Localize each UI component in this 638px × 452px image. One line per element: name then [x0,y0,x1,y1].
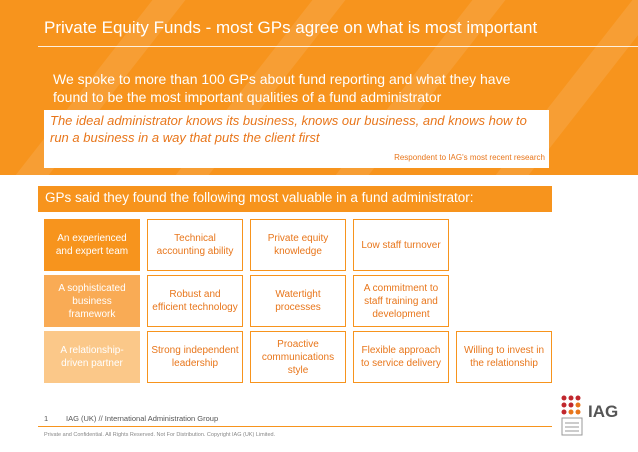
quality-box: Private equity knowledge [250,219,346,271]
quality-box: Willing to invest in the relationship [456,331,552,383]
quote-text: The ideal administrator knows its business, knows our business, and knows how to run a business in a way that puts the client first [50,113,527,145]
quote-source: Respondent to IAG's most recent research [394,153,545,162]
category-business-framework: A sophisticated business framework [44,275,140,327]
header-banner [0,0,638,175]
category-experienced-team: An experienced and expert team [44,219,140,271]
section-title: GPs said they found the following most valuable in a fund administrator: [45,190,474,205]
quality-box: Robust and efficient technology [147,275,243,327]
footer-divider [38,426,552,427]
page-title: Private Equity Funds - most GPs agree on what is most important [44,18,538,37]
quality-box: Flexible approach to service delivery [353,331,449,383]
quality-box: A commitment to staff training and development [353,275,449,327]
quality-box: Strong independent leadership [147,331,243,383]
page-number: 1 [44,414,49,423]
quality-box: Technical accounting ability [147,219,243,271]
legal-notice: Private and Confidential. All Rights Reserved. Not For Distribution. Copyright IAG (UK) Limited. [44,432,276,438]
logo-text: IAG [588,402,619,421]
title-divider [38,46,638,47]
quote-box [44,110,549,168]
logo-dots-icon [560,394,586,438]
category-relationship-partner: A relationship-driven partner [44,331,140,383]
section-header [38,186,552,212]
quality-box: Low staff turnover [353,219,449,271]
quality-box: Watertight processes [250,275,346,327]
footer-company: IAG (UK) // International Administration Group [66,414,219,423]
iag-logo [560,394,630,440]
intro-text: We spoke to more than 100 GPs about fund reporting and what they have found to be the most important qualities of a fund administrator [53,71,511,105]
quality-box: Proactive communications style [250,331,346,383]
